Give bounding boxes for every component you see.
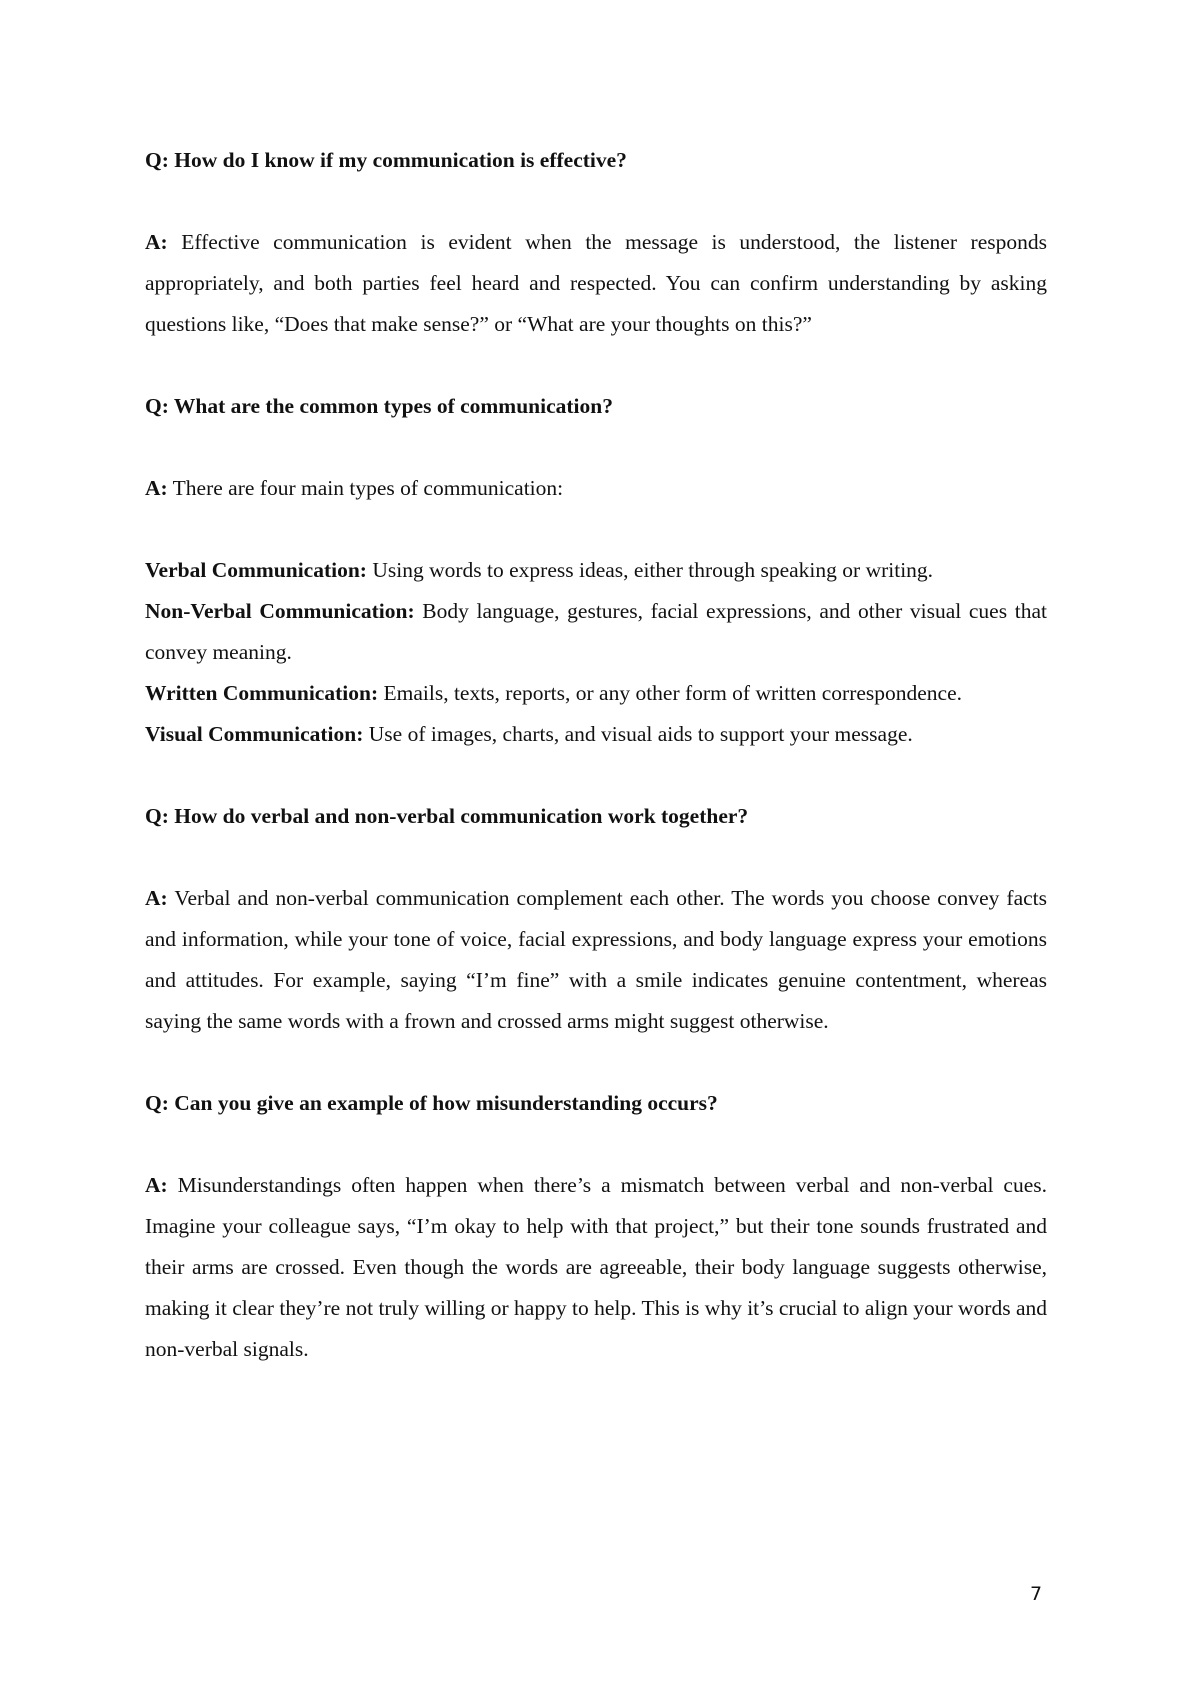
- answer-label: A:: [145, 230, 168, 254]
- answer-effective-communication: [145, 222, 1047, 345]
- answer-text: Verbal and non-verbal communication complement each other. The words you choose convey facts and information, while your tone of voice, facial expressions, and body language express your emotions and attitudes. For example, saying “I’m fine” with a smile indicates genuine contentment, whereas saying the same words with a frown and crossed arms might suggest otherwise.: [145, 886, 1047, 1033]
- type-label: Written Communication:: [145, 681, 379, 705]
- answer-label: A:: [145, 886, 168, 910]
- type-description: Use of images, charts, and visual aids to support your message.: [363, 722, 913, 746]
- type-label: Non-Verbal Communication:: [145, 599, 415, 623]
- answer-label: A:: [145, 476, 168, 500]
- type-description: Emails, texts, reports, or any other form of written correspondence.: [378, 681, 963, 705]
- question-verbal-nonverbal: Q: How do verbal and non-verbal communication work together?: [145, 804, 749, 828]
- type-description: Body language, gestures, facial expressions, and other visual cues that convey meaning.: [145, 599, 1047, 664]
- answer-verbal-nonverbal: [145, 878, 1047, 1042]
- question-types-of-communication: Q: What are the common types of communication?: [145, 394, 613, 418]
- answer-text: Effective communication is evident when the message is understood, the listener responds appropriately, and both parties feel heard and respected. You can confirm understanding by asking questions like, “Does that make sense?” or “What are your thoughts on this?”: [145, 230, 1047, 336]
- type-visual: [145, 714, 1047, 755]
- question-effective-communication: Q: How do I know if my communication is effective?: [145, 148, 627, 172]
- communication-types-list: [145, 550, 1047, 755]
- question-misunderstanding: Q: Can you give an example of how misunderstanding occurs?: [145, 1091, 718, 1115]
- answer-types-of-communication: [145, 468, 1047, 509]
- answer-text: There are four main types of communication:: [167, 476, 564, 500]
- type-non-verbal: [145, 591, 1047, 673]
- page-content: [145, 140, 1047, 1370]
- type-label: Verbal Communication:: [145, 558, 367, 582]
- type-description: Using words to express ideas, either through speaking or writing.: [366, 558, 934, 582]
- answer-text: Misunderstandings often happen when there’s a mismatch between verbal and non-verbal cues. Imagine your colleague says, “I’m okay to help with that project,” but their tone sounds frustrated and their arms are crossed. Even though the words are agreeable, their body language suggests otherwise, making it clear they’re not truly willing or happy to help. This is why it’s crucial to align your words and non-verbal signals.: [145, 1173, 1047, 1361]
- answer-label: A:: [145, 1173, 168, 1197]
- page-number: 7: [1030, 1583, 1043, 1605]
- type-verbal: [145, 550, 1047, 591]
- type-label: Visual Communication:: [145, 722, 364, 746]
- type-written: [145, 673, 1047, 714]
- answer-misunderstanding: [145, 1165, 1047, 1370]
